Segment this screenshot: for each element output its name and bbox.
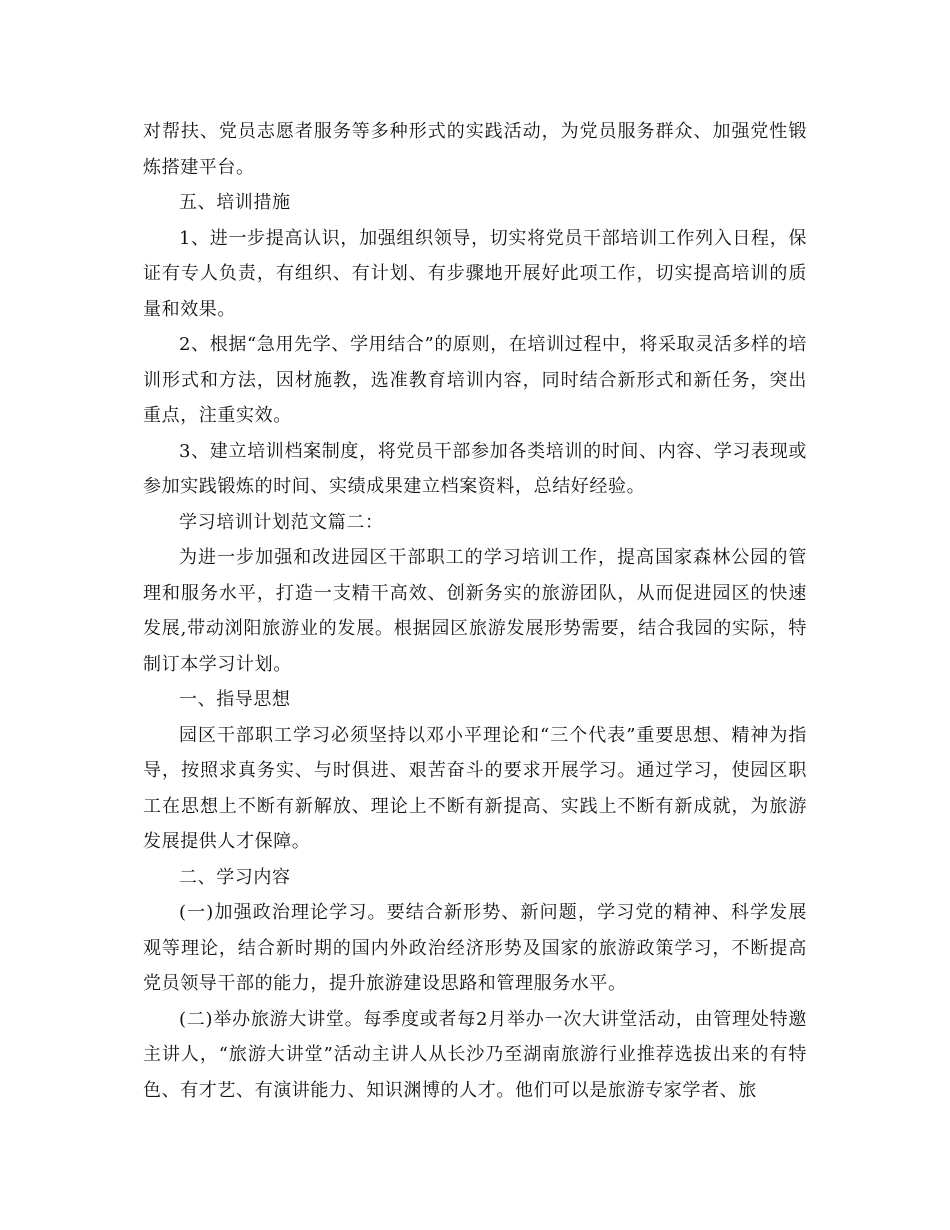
paragraph-guiding-thought: 园区干部职工学习必须坚持以邓小平理论和“三个代表”重要思想、精神为指导，按照求真务实、与时俱进、艰苦奋斗的要求开展学习。通过学习，使园区职工在思想上不断有新解放、理论上不断有新提高、实践上不断有新成就，为旅游发展提供人才保障。 [143,724,807,852]
section-heading-study-content: 二、学习内容 [179,866,291,888]
paragraph-intro: 为进一步加强和改进园区干部职工的学习培训工作，提高国家森林公园的管理和服务水平，打造一支精干高效、创新务实的旅游团队，从而促进园区的快速发展,带动浏阳旅游业的发展。根据园区旅游发展形势需要，结合我园的实际，特制订本学习计划。 [143,547,807,675]
paragraph-continued: 对帮扶、党员志愿者服务等多种形式的实践活动，为党员服务群众、加强党性锻炼搭建平台。 [143,121,807,178]
paragraph-measure-1: 1、进一步提高认识，加强组织领导，切实将党员干部培训工作列入日程，保证有专人负责，有组织、有计划、有步骤地开展好此项工作，切实提高培训的质量和效果。 [143,227,807,320]
paragraph-political-theory: (一)加强政治理论学习。要结合新形势、新问题，学习党的精神、科学发展观等理论，结合新时期的国内外政治经济形势及国家的旅游政策学习，不断提高党员领导干部的能力，提升旅游建设思路和管理服务水平。 [143,902,807,994]
section-heading-training-measures: 五、培训措施 [179,192,291,213]
paragraph-measure-2: 2、根据“急用先学、学用结合”的原则，在培训过程中，将采取灵活多样的培训形式和方法，因材施教，选准教育培训内容，同时结合新形式和新任务，突出重点，注重实效。 [143,334,807,426]
document-body [143,114,807,1108]
paragraph-measure-3: 3、建立培训档案制度，将党员干部参加各类培训的时间、内容、学习表现或参加实践锻炼的时间、实绩成果建立档案资料，总结好经验。 [143,440,807,497]
heading-sample-two: 学习培训计划范文篇二： [179,511,384,533]
section-heading-guiding-thought: 一、指导思想 [179,689,291,710]
paragraph-tourism-lecture: (二)举办旅游大讲堂。每季度或者每2月举办一次大讲堂活动，由管理处特邀主讲人，“旅游大讲堂”活动主讲人从长沙乃至湖南旅游行业推荐选拔出来的有特色、有才艺、有演讲能力、知识渊博的人才。他们可以是旅游专家学者、旅 [143,1008,807,1101]
